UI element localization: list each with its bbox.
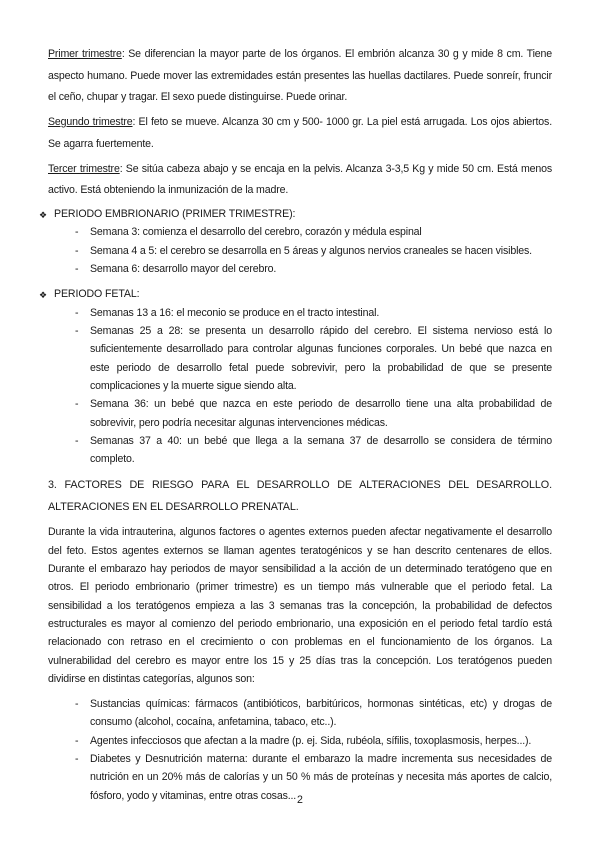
list-item xyxy=(48,223,552,241)
list-title-periodo-fetal xyxy=(39,285,552,304)
list-item xyxy=(48,242,552,260)
page-content xyxy=(39,44,552,805)
dash-bullet-icon: - xyxy=(75,226,79,239)
diamond-bullet-icon: ❖ xyxy=(39,290,47,301)
list-title-text: PERIODO FETAL: xyxy=(54,288,140,301)
list-item xyxy=(48,322,552,395)
dash-bullet-icon: - xyxy=(75,244,79,257)
paragraph-lead-underlined: Tercer trimestre xyxy=(48,162,120,175)
list-item-text: Semanas 37 a 40: un bebé que llega a la semana 37 de desarrollo se considera de término completo. xyxy=(90,434,552,466)
dash-bullet-icon: - xyxy=(75,434,79,447)
paragraph-body-text: : Se sitúa cabeza abajo y se encaja en la pelvis. Alcanza 3-3,5 Kg y mide 50 cm. Está menos activo. Está obteniendo la inmunización de la madre. xyxy=(48,162,552,197)
list-item xyxy=(48,695,552,732)
dash-bullet-icon: - xyxy=(75,698,79,711)
list-periodo-fetal xyxy=(39,285,552,468)
teratogens-paragraph: Durante la vida intrauterina, algunos factores o agentes externos pueden afectar negativamente el desarrollo del feto. Estos agentes externos se llaman agentes teratogénicos y se han descrito centenares de ellos. Durante el embarazo hay periodos de mayor sensibilidad a la acción de un determinado teratógeno que en otros. El periodo embrionario (primer trimestre) es un tiempo más vulnerable que el periodo fetal. La sensibilidad a los teratógenos empieza a las 3 semanas tras la concepción, la probabilidad de defectos estructurales es mayor al comienzo del periodo embrionario, una exposición en el periodo fetal tardío está relacionado con retraso en el crecimiento o con problemas en el funcionamiento de los órganos. La vulnerabilidad del cerebro es mayor entre los 15 y 25 días tras la concepción. Los teratógenos pueden dividirse en distintas categorías, algunos son: xyxy=(48,526,552,685)
paragraph-tercer-trimestre xyxy=(48,159,552,202)
list-risk-categories xyxy=(48,695,552,805)
list-title-periodo-embrionario xyxy=(39,205,552,224)
list-item-text: Semana 36: un bebé que nazca en este periodo de desarrollo tiene una alta probabilidad de sobrevivir, pero podría necesitar algunas intervenciones médicas. xyxy=(90,398,552,429)
list-item-text: Sustancias químicas: fármacos (antibióticos, barbitúricos, hormonas sintéticas, etc) y drogas de consumo (alcohol, cocaína, anfetamina, tabaco, etc..). xyxy=(90,698,552,729)
list-item-text: Diabetes y Desnutrición materna: durante el embarazo la madre incrementa sus necesidades de nutrición en un 20% más de calorías y un 50 % más de proteínas y necesita más aportes de calcio, fósforo, yodo y vitaminas, entre otras cosas... xyxy=(90,753,552,802)
page-number: 2 xyxy=(297,794,303,806)
list-item-text: Semana 6: desarrollo mayor del cerebro. xyxy=(90,263,277,276)
dash-bullet-icon: - xyxy=(75,734,79,747)
dash-bullet-icon: - xyxy=(75,306,79,319)
list-item xyxy=(48,732,552,750)
list-periodo-embrionario xyxy=(39,205,552,278)
list-item-text: Semanas 25 a 28: se presenta un desarrollo rápido del cerebro. El sistema nervioso está lo suficientemente desarrollado para controlar algunas funciones corporales. Un bebé que nazca en este periodo de desarrollo fetal puede sobrevivir, pero la probabilidad de que se presente complicaciones y la muerte sigue siendo alta. xyxy=(90,325,552,392)
dash-bullet-icon: - xyxy=(75,263,79,276)
paragraph-segundo-trimestre xyxy=(48,112,552,155)
list-item xyxy=(48,260,552,278)
list-item xyxy=(48,432,552,469)
section-heading-factores-de-riesgo: 3. FACTORES DE RIESGO PARA EL DESARROLLO DE ALTERACIONES DEL DESARROLLO. ALTERACIONES EN EL DESARROLLO PRENATAL. xyxy=(48,479,552,513)
dash-bullet-icon: - xyxy=(75,325,79,338)
paragraph-primer-trimestre xyxy=(48,44,552,109)
list-item-text: Semanas 13 a 16: el meconio se produce en el tracto intestinal. xyxy=(90,306,380,319)
dash-bullet-icon: - xyxy=(75,398,79,411)
list-item xyxy=(48,395,552,432)
paragraph-body-text: : Se diferencian la mayor parte de los órganos. El embrión alcanza 30 g y mide 8 cm. Tiene aspecto humano. Puede mover las extremidades están presentes las huellas dactilares. Puede sonreír, fruncir el ceño, chupar y tragar. El sexo puede distinguirse. Puede orinar. xyxy=(48,48,552,104)
list-item-text: Semana 3: comienza el desarrollo del cerebro, corazón y médula espinal xyxy=(90,226,422,239)
diamond-bullet-icon: ❖ xyxy=(39,209,47,220)
list-item xyxy=(48,304,552,322)
dash-bullet-icon: - xyxy=(75,753,79,766)
list-item-text: Semana 4 a 5: el cerebro se desarrolla en 5 áreas y algunos nervios craneales se hacen visibles. xyxy=(90,244,532,257)
paragraph-body-text: : El feto se mueve. Alcanza 30 cm y 500- 1000 gr. La piel está arrugada. Los ojos abiertos. Se agarra fuertemente. xyxy=(48,116,552,150)
list-title-text: PERIODO EMBRIONARIO (PRIMER TRIMESTRE): xyxy=(54,207,296,220)
paragraph-lead-underlined: Primer trimestre xyxy=(48,48,122,60)
list-item-text: Agentes infecciosos que afectan a la madre (p. ej. Sida, rubéola, sífilis, toxoplasmosis, herpes...). xyxy=(90,734,532,747)
paragraph-lead-underlined: Segundo trimestre xyxy=(48,116,133,129)
